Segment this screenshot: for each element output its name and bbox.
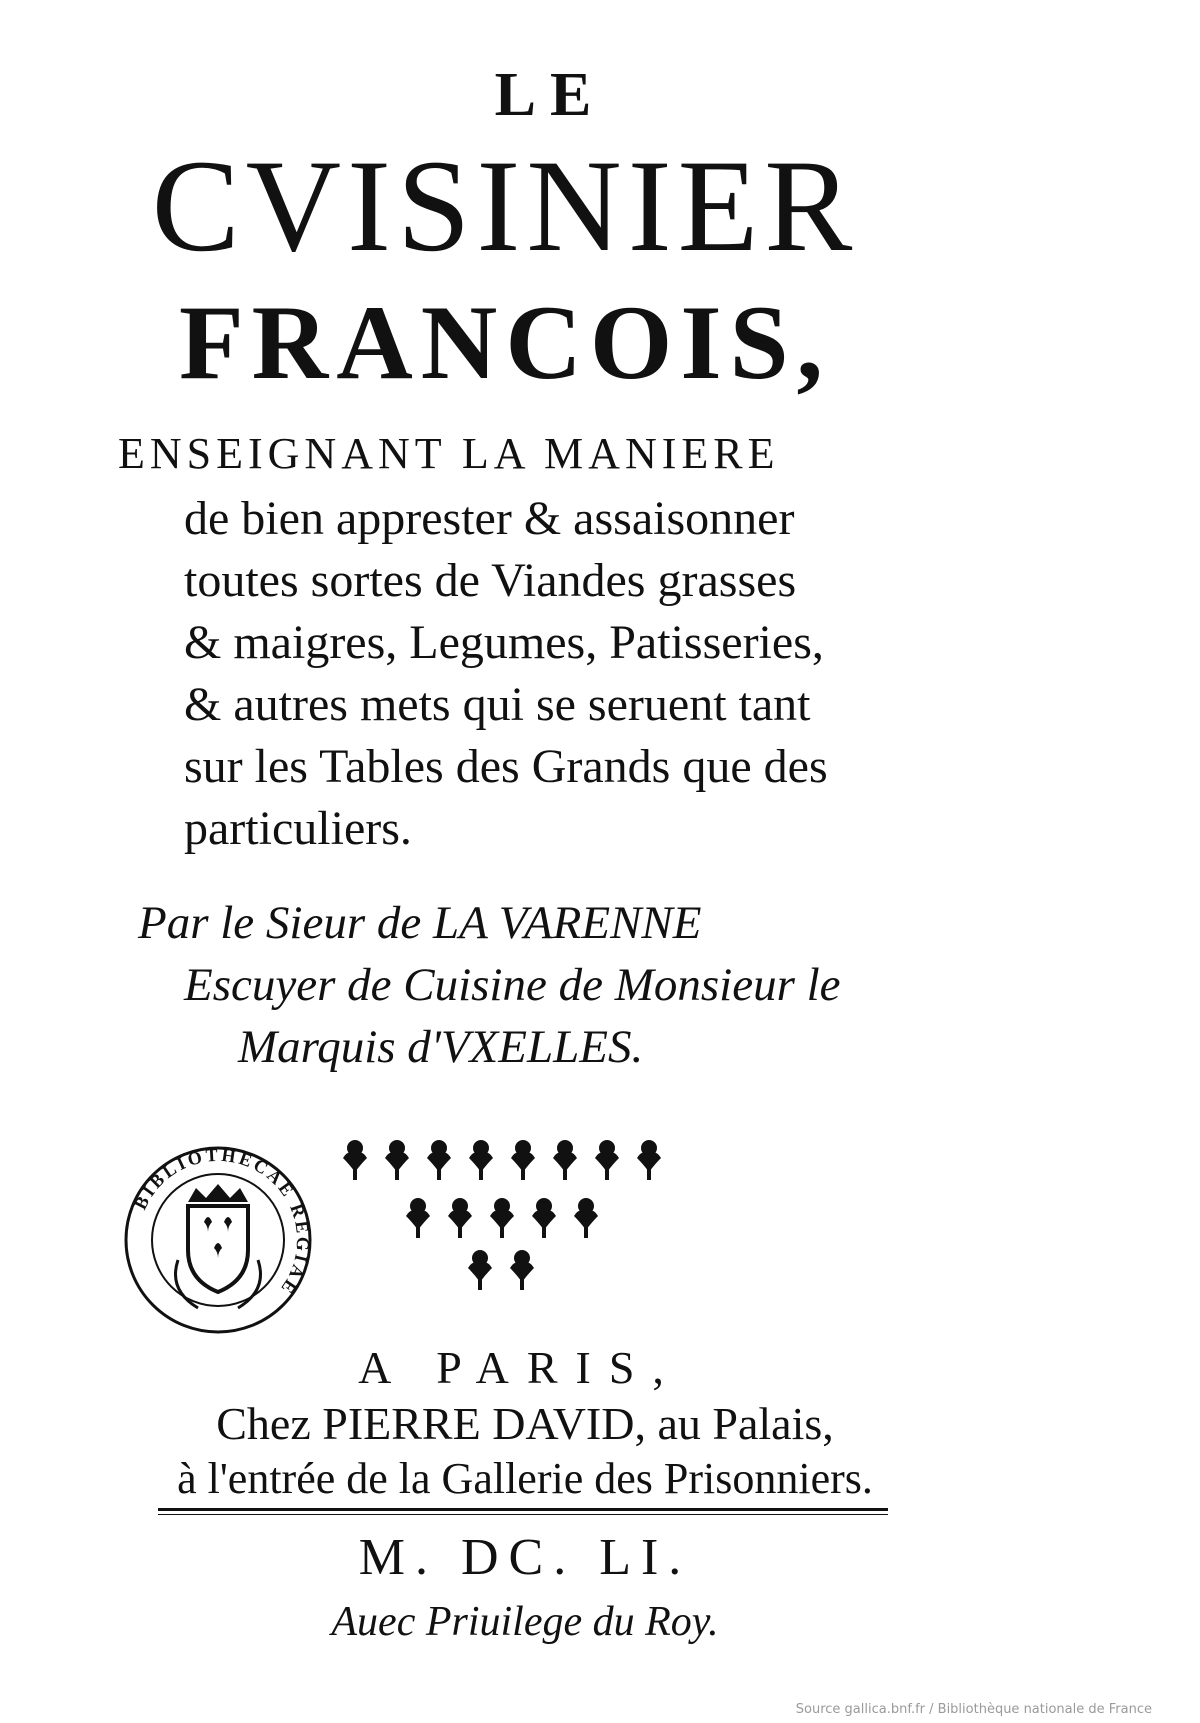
subtitle-body	[184, 488, 944, 860]
svg-text:BIBLIOTHECAE REGIAE	[130, 1145, 313, 1300]
subtitle-line: sur les Tables des Grands que des	[184, 740, 828, 793]
fleuron-icon	[385, 1140, 409, 1180]
imprint-address: à l'entrée de la Gallerie des Prisonniers.	[177, 1454, 873, 1503]
fleuron-icon	[427, 1140, 451, 1180]
fleuron-icon	[468, 1250, 492, 1290]
subtitle-heading: ENSEIGNANT LA MANIERE	[118, 429, 780, 478]
royal-privilege: Auec Priuilege du Roy.	[331, 1599, 719, 1645]
fleuron-icon	[553, 1140, 577, 1180]
subtitle-line: & maigres, Legumes, Patisseries,	[184, 616, 824, 669]
imprint-publisher: Chez PIERRE DAVID, au Palais,	[216, 1398, 834, 1449]
fleuron-icon	[510, 1250, 534, 1290]
fleuron-icon	[448, 1198, 472, 1238]
divider-rule-thin	[158, 1514, 888, 1515]
fleuron-icon	[511, 1140, 535, 1180]
author-block	[138, 892, 938, 1078]
subtitle-line: de bien apprester & assaisonner	[184, 492, 795, 545]
fleuron-icon	[469, 1140, 493, 1180]
stamp-legend: BIBLIOTHECAE REGIAE	[129, 1144, 314, 1300]
fleuron-icon	[490, 1198, 514, 1238]
source-credit: Source gallica.bnf.fr / Bibliothèque nationale de France	[795, 1702, 1152, 1717]
fleuron-icon	[637, 1140, 661, 1180]
subtitle-line: & autres mets qui se seruent tant	[184, 678, 811, 731]
author-title-line: Escuyer de Cuisine de Monsieur le	[184, 959, 841, 1011]
fleuron-icon	[343, 1140, 367, 1180]
fleuron-icon	[574, 1198, 598, 1238]
author-patron-line: Marquis d'VXELLES.	[238, 1021, 644, 1073]
fleuron-ornament-icon	[330, 1118, 710, 1298]
title-article: LE	[494, 61, 606, 129]
fleuron-icon	[595, 1140, 619, 1180]
divider-rule	[158, 1508, 888, 1511]
fleuron-icon	[406, 1198, 430, 1238]
subtitle-line: particuliers.	[184, 802, 412, 855]
title-main: CVISINIER	[151, 132, 859, 279]
subtitle-line: toutes sortes de Viandes grasses	[184, 554, 797, 607]
imprint-city: A PARIS,	[358, 1342, 682, 1393]
imprint-block	[0, 1340, 1200, 1506]
fleuron-icon	[532, 1198, 556, 1238]
publication-date: M. DC. LI.	[358, 1529, 692, 1586]
title-adjective: FRANCOIS,	[178, 284, 832, 401]
library-stamp-icon	[118, 1140, 318, 1340]
author-line: Par le Sieur de LA VARENNE	[138, 897, 702, 949]
